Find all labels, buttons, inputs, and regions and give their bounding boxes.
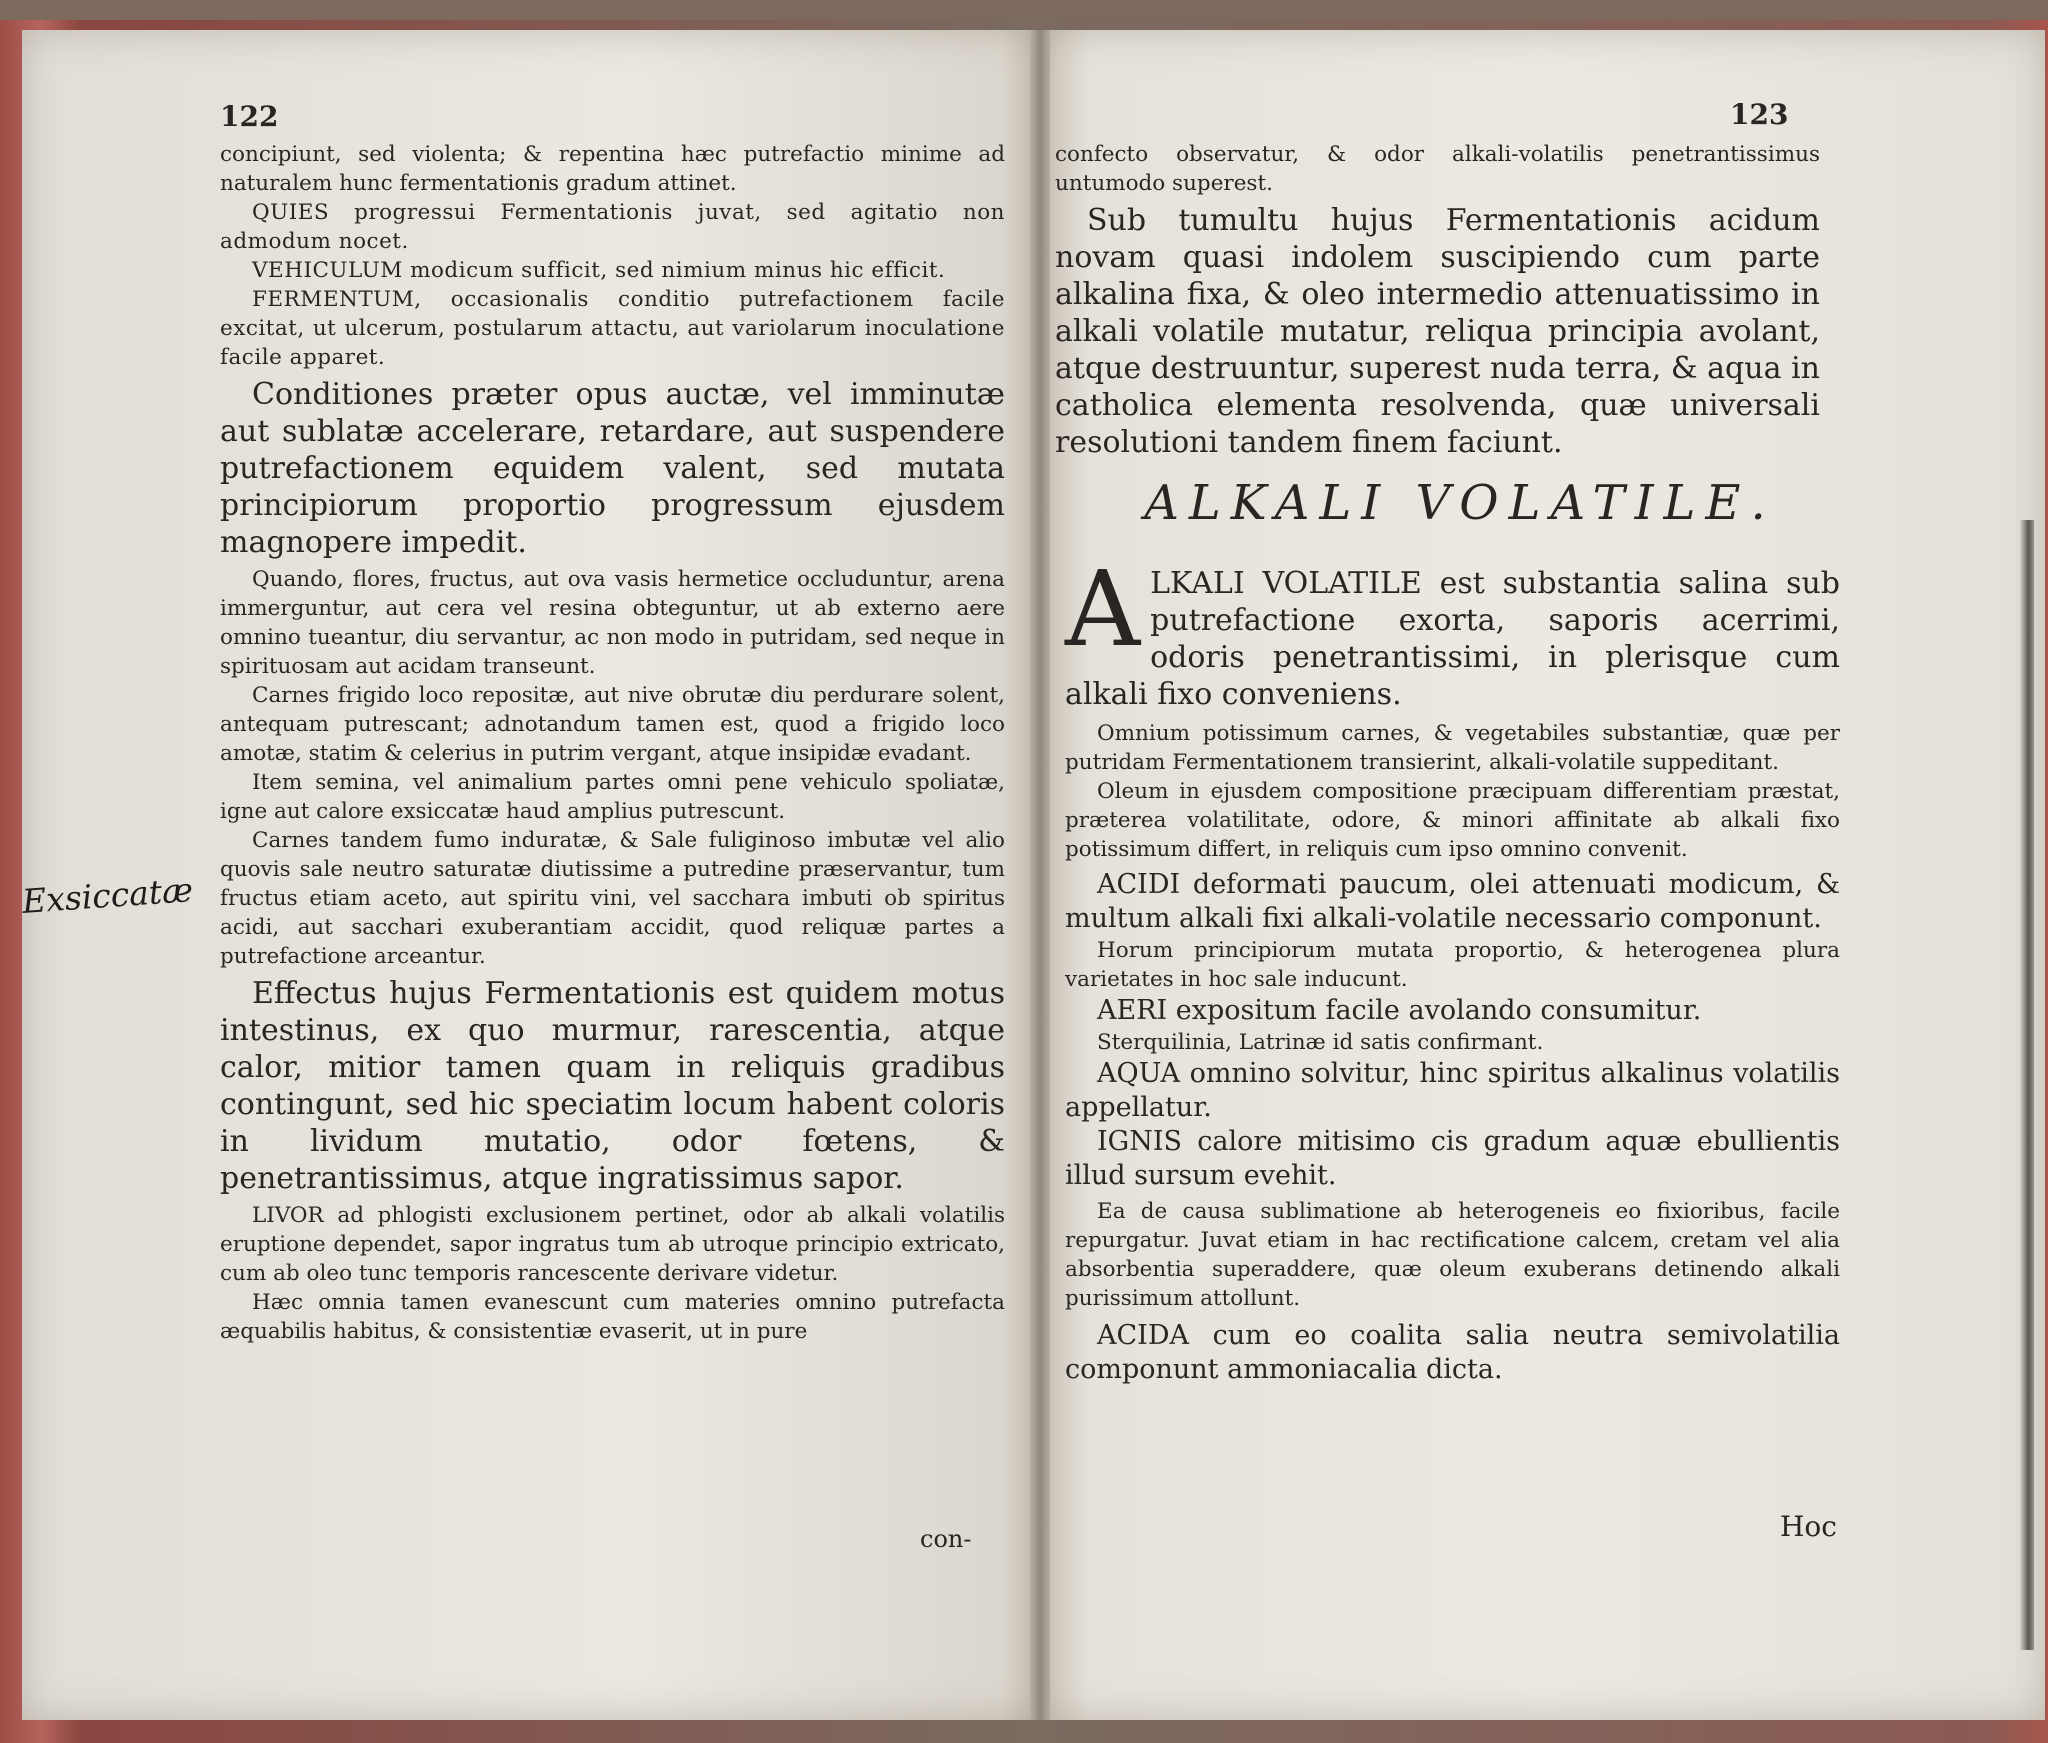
paragraph: Oleum in ejusdem compositione præcipuam differentiam præstat, præterea volatilitate, odore, & minori affinitate ab alkali fixo potissimum differt, in reliquis cum ipso omnino convenit. [1065, 779, 1840, 862]
paragraph: confecto observatur, & odor alkali-volatilis penetrantissimus untumodo superest. [1055, 142, 1820, 196]
paragraph: AERI expositum facile avolando consumitur. [1097, 995, 1702, 1026]
paragraph: LIVOR ad phlogisti exclusionem pertinet, odor ab alkali volatilis eruptione dependet, sapor ingratus tum ab utroque principio extricato, cum ab oleo tunc temporis rancescente derivare videtur. [220, 1203, 1005, 1286]
catchword-left: con- [920, 1525, 972, 1553]
drop-capital: A [1065, 548, 1141, 670]
paragraph: Item semina, vel animalium partes omni pene vehiculo spoliatæ, igne aut calore exsiccatæ haud amplius putrescunt. [220, 770, 1005, 824]
page-number-left: 122 [220, 100, 279, 133]
paragraph: Conditiones præter opus auctæ, vel imminutæ aut sublatæ accelerare, retardare, aut suspendere putrefactionem equidem valent, sed mutata principiorum proportio progressum ejusdem magnopere impedit. [220, 377, 1005, 560]
paragraph: FERMENTUM, occasionalis conditio putrefactionem facile excitat, ut ulcerum, postularum attactu, aut variolarum inoculatione facile apparet. [220, 287, 1005, 370]
book-gutter [1030, 30, 1050, 1720]
page-edge [2020, 520, 2034, 1650]
paragraph: Hæc omnia tamen evanescunt cum materies omnino putrefacta æquabilis habitus, & consistentiæ evaserit, ut in pure [220, 1290, 1005, 1344]
handwritten-margin-note: Exsiccatæ [20, 870, 195, 921]
paragraph: IGNIS calore mitisimo cis gradum aquæ ebullientis illud sursum evehit. [1065, 1126, 1840, 1191]
page-number-right: 123 [1730, 98, 1789, 131]
paragraph: Effectus hujus Fermentationis est quidem motus intestinus, ex quo murmur, rarescentia, atque calor, mitior tamen quam in reliquis gradibus contingunt, sed hic speciatim locum habent coloris in lividum mutatio, odor fœtens, & penetrantissimus, atque ingratissimus sapor. [220, 976, 1005, 1196]
paragraph: AQUA omnino solvitur, hinc spiritus alkalinus volatilis appellatur. [1065, 1058, 1840, 1123]
left-text-column [220, 140, 1005, 1346]
right-text-column-top [1055, 140, 1820, 461]
paragraph: Carnes frigido loco repositæ, aut nive obrutæ diu perdurare solent, antequam putrescant; adnotandum tamen est, quod a frigido loco amotæ, statim & celerius in putrim vergant, atque insipidæ evadant. [220, 683, 1005, 766]
paragraph: Sub tumultu hujus Fermentationis acidum novam quasi indolem suscipiendo cum parte alkalina fixa, & oleo intermedio attenuatissimo in alkali volatile mutatur, reliqua principia avolant, atque destruuntur, superest nuda terra, & aqua in catholica elementa resolvenda, quæ universali resolutioni tandem finem faciunt. [1055, 203, 1820, 460]
paragraph: concipiunt, sed violenta; & repentina hæc putrefactio minime ad naturalem hunc fermentationis gradum attinet. [220, 142, 1005, 196]
paragraph: ACIDA cum eo coalita salia neutra semivolatilia componunt ammoniacalia dicta. [1065, 1320, 1840, 1385]
paragraph: QUIES progressui Fermentationis juvat, sed agitatio non admodum nocet. [220, 200, 1005, 254]
paragraph: Ea de causa sublimatione ab heterogeneis eo fixioribus, facile repurgatur. Juvat etiam in hac rectificatione calcem, cretam vel alia absorbentia superaddere, quæ oleum exuberans detinendo alkali purissimum attollunt. [1065, 1199, 1840, 1311]
right-text-column-bottom [1065, 548, 1840, 1387]
paragraph-with-dropcap [1065, 548, 1840, 713]
paragraph: Omnium potissimum carnes, & vegetabiles substantiæ, quæ per putridam Fermentationem transierint, alkali-volatile suppeditant. [1065, 721, 1840, 775]
section-heading: ALKALI VOLATILE. [1144, 475, 1776, 531]
paragraph-text: LKALI VOLATILE est substantia salina sub putrefactione exorta, saporis acerrimi, odoris penetrantissimi, in plerisque cum alkali fixo conveniens. [1065, 566, 1840, 712]
paragraph: ACIDI deformati paucum, olei attenuati modicum, & multum alkali fixi alkali-volatile necessario componunt. [1065, 869, 1840, 934]
paragraph: Carnes tandem fumo induratæ, & Sale fuliginoso imbutæ vel alio quovis sale neutro saturatæ diutissime a putredine præservantur, tum fructus etiam aceto, aut spiritu vini, vel sacchara imbuti ob spiritus acidi, aut sacchari exuberantiam accidit, quod reliquæ partes a putrefactione arceantur. [220, 828, 1005, 969]
paragraph: VEHICULUM modicum sufficit, sed nimium minus hic efficit. [252, 258, 946, 283]
paragraph: Horum principiorum mutata proportio, & heterogenea plura varietates in hoc sale inducunt. [1065, 938, 1840, 992]
paragraph: Sterquilinia, Latrinæ id satis confirmant. [1097, 1030, 1544, 1055]
paragraph: Quando, flores, fructus, aut ova vasis hermetice occluduntur, arena immerguntur, aut cera vel resina obteguntur, ut ab externo aere omnino tueantur, diu servantur, ac non modo in putridam, sed neque in spirituosam aut acidam transeunt. [220, 567, 1005, 679]
catchword-right: Hoc [1780, 1510, 1837, 1543]
